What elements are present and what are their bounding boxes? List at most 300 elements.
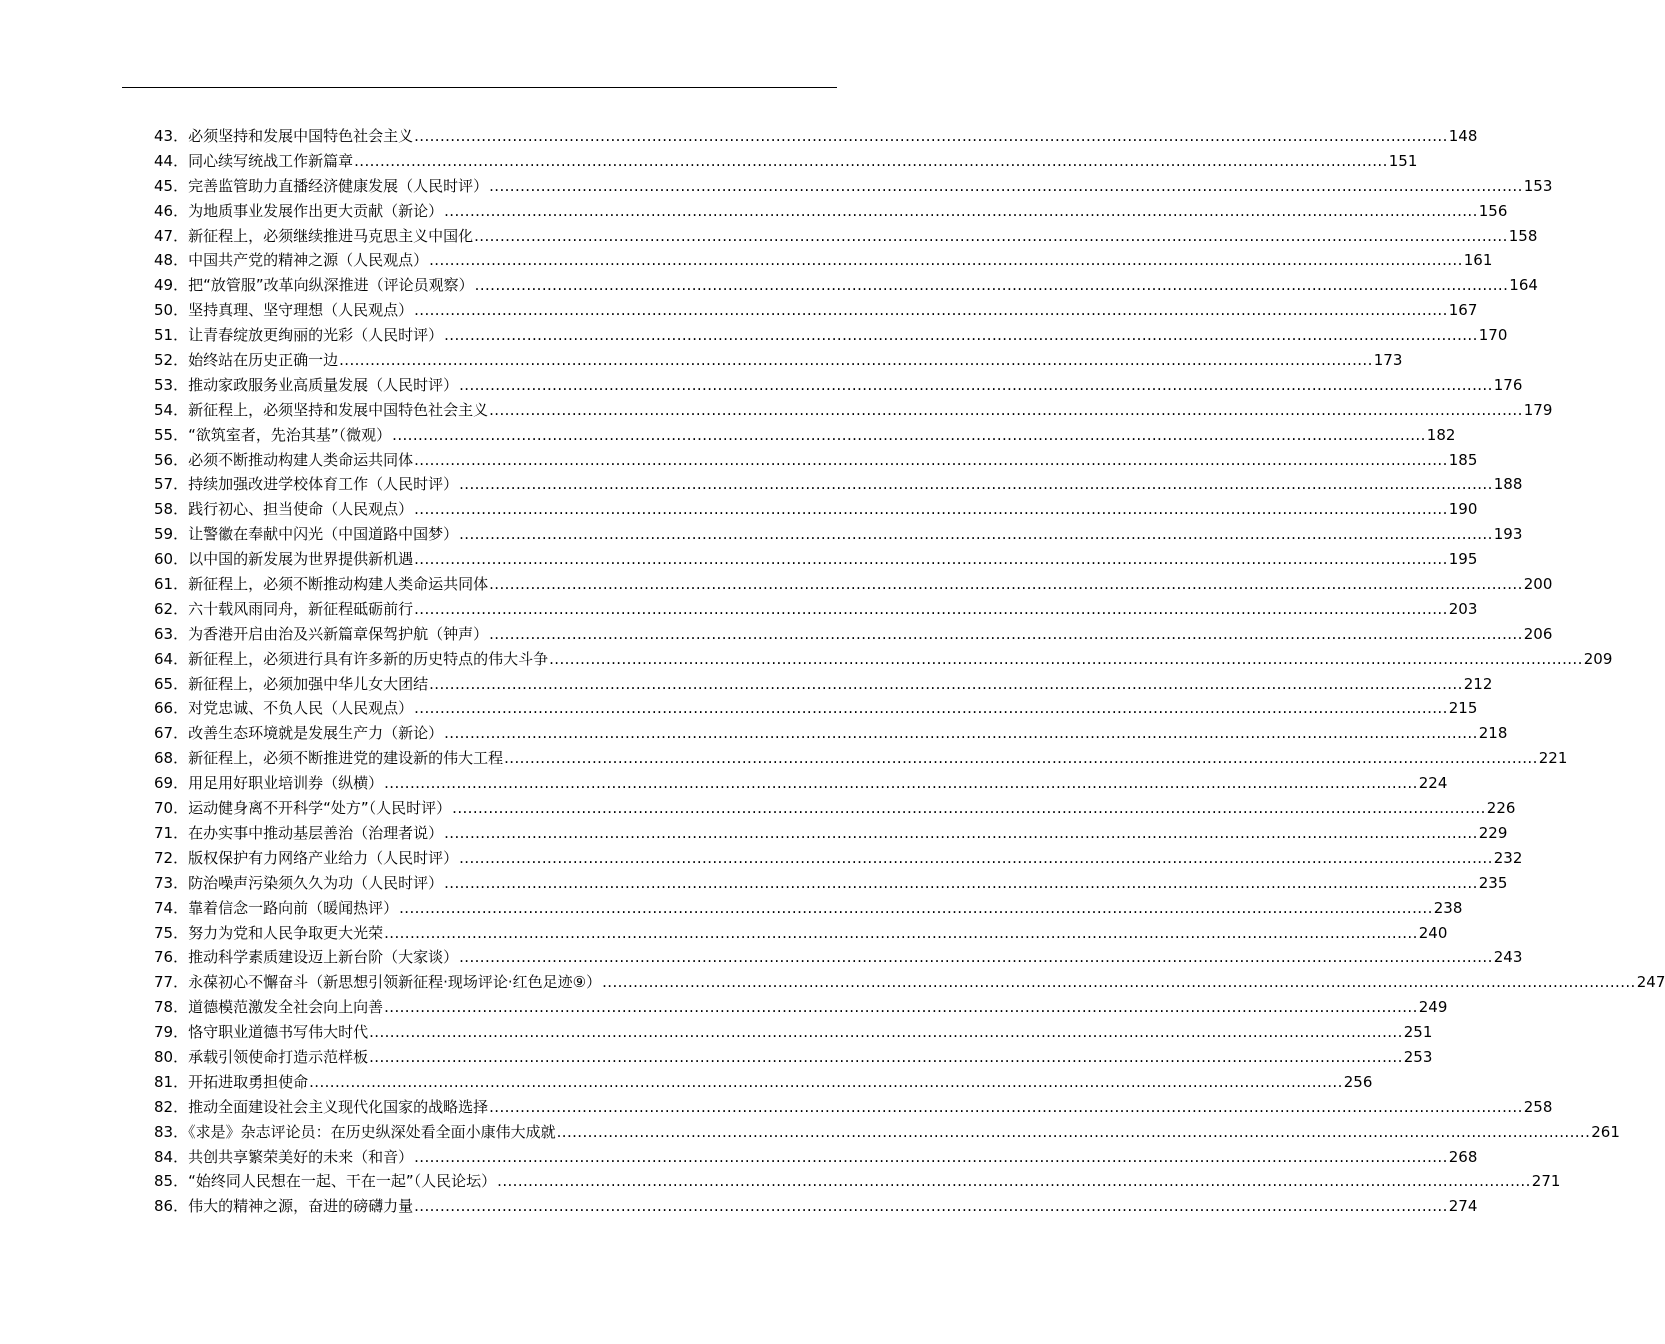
- toc-entry-text: 必须坚持和发展中国特色社会主义: [188, 127, 414, 145]
- toc-dot-leader: [459, 945, 1493, 970]
- toc-entry-title: [154, 1145, 413, 1170]
- toc-dot-leader: [414, 448, 1448, 473]
- toc-entry-number: 44: [154, 151, 174, 170]
- toc-entry[interactable]: [154, 1045, 1433, 1070]
- toc-entry[interactable]: [154, 1095, 1553, 1120]
- toc-entry-separator: ．: [173, 624, 189, 643]
- toc-page-number: 251: [1403, 1023, 1433, 1042]
- toc-entry-separator: ．: [173, 848, 189, 867]
- toc-entry-number: 61: [154, 575, 174, 594]
- toc-entry-title: [154, 721, 443, 746]
- toc-dot-leader: [497, 1169, 1531, 1194]
- toc-entry-separator: ．: [173, 1147, 189, 1166]
- toc-dot-leader: [444, 323, 1478, 348]
- toc-page-number: 229: [1478, 823, 1508, 842]
- toc-entry-title: [154, 647, 548, 672]
- toc-entry-number: 56: [154, 450, 174, 469]
- toc-entry-text: 以中国的新发展为世界提供新机遇: [188, 550, 414, 569]
- toc-entry-number: 47: [154, 226, 174, 245]
- toc-entry-separator: ．: [173, 799, 189, 818]
- toc-dot-leader: [504, 746, 1538, 771]
- toc-entry-text: “欲筑室者，先治其基”（微观）: [188, 425, 392, 444]
- toc-entry[interactable]: [154, 1120, 1620, 1145]
- toc-dot-leader: [489, 174, 1523, 199]
- toc-entry[interactable]: [154, 273, 1538, 298]
- toc-entry-text: 版权保护有力网络产业给力（人民时评）: [188, 848, 459, 867]
- toc-entry-title: [154, 124, 413, 149]
- toc-entry-text: 新征程上，必须不断推进党的建设新的伟大工程: [188, 749, 504, 768]
- toc-entry-separator: ．: [173, 127, 189, 145]
- toc-entry[interactable]: [154, 348, 1403, 373]
- toc-entry-text: 必须不断推动构建人类命运共同体: [188, 450, 414, 469]
- toc-entry-title: [154, 373, 458, 398]
- toc-dot-leader: [475, 273, 1509, 298]
- toc-dot-leader: [414, 124, 1448, 149]
- toc-page-number: 243: [1493, 948, 1523, 967]
- toc-entry-title: [154, 1120, 556, 1145]
- toc-dot-leader: [602, 970, 1636, 995]
- toc-page-number: 249: [1418, 998, 1448, 1017]
- toc-entry-number: 64: [154, 649, 174, 668]
- toc-entry-number: 71: [154, 823, 174, 842]
- toc-dot-leader: [429, 248, 1463, 273]
- toc-entry-text: 中国共产党的精神之源（人民观点）: [188, 251, 429, 270]
- toc-entry-text: 新征程上，必须不断推动构建人类命运共同体: [188, 575, 489, 594]
- toc-entry-title: [154, 846, 458, 871]
- toc-entry[interactable]: [154, 746, 1568, 771]
- toc-entry-title: [154, 199, 443, 224]
- toc-entry-title: [154, 696, 413, 721]
- toc-page-number: 167: [1448, 301, 1478, 320]
- toc-page-number: 164: [1509, 276, 1538, 295]
- toc-entry-text: 践行初心、担当使命（人民观点）: [188, 500, 414, 519]
- toc-entry-text: 同心续写统战工作新篇章: [188, 151, 354, 170]
- toc-dot-leader: [452, 796, 1486, 821]
- toc-page-number: 151: [1388, 151, 1418, 170]
- toc-entry[interactable]: [154, 970, 1665, 995]
- toc-entry-title: [154, 248, 428, 273]
- toc-entry-separator: ．: [173, 599, 189, 618]
- toc-entry-number: 52: [154, 351, 174, 370]
- toc-entry-title: [154, 273, 474, 298]
- toc-dot-leader: [444, 871, 1478, 896]
- toc-entry-number: 80: [154, 1047, 174, 1066]
- toc-entry-separator: ．: [173, 699, 189, 718]
- toc-entry[interactable]: [154, 796, 1516, 821]
- toc-entry-text: 推动家政服务业高质量发展（人民时评）: [188, 375, 459, 394]
- toc-entry-separator: ．: [173, 201, 189, 220]
- toc-page-number: 209: [1583, 649, 1613, 668]
- toc-dot-leader: [369, 1020, 1403, 1045]
- toc-entry[interactable]: [154, 572, 1553, 597]
- toc-entry[interactable]: [154, 1070, 1373, 1095]
- toc-page-number: 232: [1493, 848, 1523, 867]
- toc-entry-title: [154, 746, 503, 771]
- toc-entry-number: 49: [154, 276, 174, 295]
- toc-entry-number: 63: [154, 624, 174, 643]
- toc-entry-separator: ．: [173, 674, 189, 693]
- toc-entry-number: 74: [154, 898, 174, 917]
- toc-entry-title: [154, 448, 413, 473]
- toc-entry[interactable]: [154, 199, 1508, 224]
- toc-entry[interactable]: [154, 672, 1493, 697]
- toc-page-number: 170: [1478, 326, 1508, 345]
- toc-dot-leader: [489, 572, 1523, 597]
- toc-entry-title: [154, 821, 443, 846]
- toc-dot-leader: [489, 398, 1523, 423]
- toc-page-number: 185: [1448, 450, 1478, 469]
- toc-page-number: 190: [1448, 500, 1478, 519]
- toc-entry-number: 76: [154, 948, 174, 967]
- toc-entry-separator: ．: [173, 1097, 189, 1116]
- toc-entry[interactable]: [154, 174, 1553, 199]
- toc-page-number: 212: [1463, 674, 1493, 693]
- toc-entry-text: 努力为党和人民争取更大光荣: [188, 923, 384, 942]
- toc-entry[interactable]: [154, 423, 1456, 448]
- toc-entry-number: 70: [154, 799, 174, 818]
- toc-entry[interactable]: [154, 597, 1478, 622]
- toc-entry[interactable]: [154, 323, 1508, 348]
- toc-dot-leader: [339, 348, 1373, 373]
- toc-dot-leader: [354, 149, 1388, 174]
- toc-entry-separator: ．: [173, 151, 189, 170]
- toc-entry-title: [154, 796, 451, 821]
- toc-entry-text: 推动全面建设社会主义现代化国家的战略选择: [188, 1097, 489, 1116]
- toc-entry-text: 新征程上，必须坚持和发展中国特色社会主义: [188, 400, 489, 419]
- toc-entry-separator: ．: [173, 1072, 189, 1091]
- toc-entry-number: 54: [154, 400, 174, 419]
- toc-entry-number: 60: [154, 550, 174, 569]
- toc-entry-title: [154, 896, 398, 921]
- toc-dot-leader: [549, 647, 1583, 672]
- toc-dot-leader: [444, 821, 1478, 846]
- header-rule: [122, 87, 837, 88]
- toc-entry-number: 75: [154, 923, 174, 942]
- toc-entry-number: 50: [154, 301, 174, 320]
- toc-page-number: 176: [1493, 375, 1523, 394]
- toc-page-number: 221: [1538, 749, 1568, 768]
- toc-entry-separator: ．: [173, 351, 189, 370]
- toc-entry-number: 57: [154, 475, 174, 494]
- toc-entry-number: 77: [154, 973, 174, 992]
- toc-entry-title: [154, 423, 391, 448]
- toc-entry[interactable]: [154, 721, 1508, 746]
- toc-entry-title: [154, 224, 473, 249]
- toc-page-number: 240: [1418, 923, 1448, 942]
- toc-page-number: 235: [1478, 873, 1508, 892]
- toc-page-number: 158: [1508, 226, 1538, 245]
- toc-dot-leader: [392, 423, 1426, 448]
- toc-page-number: 200: [1523, 575, 1553, 594]
- toc-page-number: 218: [1478, 724, 1508, 743]
- toc-dot-leader: [459, 472, 1493, 497]
- toc-dot-leader: [414, 597, 1448, 622]
- toc-entry[interactable]: [154, 696, 1478, 721]
- toc-dot-leader: [459, 373, 1493, 398]
- toc-dot-leader: [414, 1194, 1448, 1219]
- toc-entry-title: [154, 1169, 496, 1194]
- toc-entry[interactable]: [154, 522, 1523, 547]
- toc-entry-separator: ．: [173, 1047, 189, 1066]
- toc-dot-leader: [309, 1070, 1343, 1095]
- toc-entry-text: 把“放管服”改革向纵深推进（评论员观察）: [188, 276, 474, 295]
- toc-entry-number: 72: [154, 848, 174, 867]
- toc-dot-leader: [489, 622, 1523, 647]
- toc-entry-title: [154, 945, 458, 970]
- toc-entry-text: 开拓进取勇担使命: [188, 1072, 309, 1091]
- toc-entry-number: 55: [154, 425, 174, 444]
- toc-entry-text: 让青春绽放更绚丽的光彩（人民时评）: [188, 326, 444, 345]
- toc-entry-text: 承载引领使命打造示范样板: [188, 1047, 369, 1066]
- toc-entry-number: 43: [154, 127, 174, 145]
- toc-entry-number: 86: [154, 1197, 174, 1216]
- toc-entry-text: 防治噪声污染须久久为功（人民时评）: [188, 873, 444, 892]
- toc-entry-separator: ．: [173, 998, 189, 1017]
- toc-dot-leader: [414, 1145, 1448, 1170]
- toc-entry-title: [154, 323, 443, 348]
- toc-dot-leader: [414, 298, 1448, 323]
- toc-entry-number: 82: [154, 1097, 174, 1116]
- toc-entry-title: [154, 547, 413, 572]
- toc-entry-text: 共创共享繁荣美好的未来（和音）: [188, 1147, 414, 1166]
- toc-entry-title: [154, 398, 488, 423]
- toc-entry[interactable]: [154, 846, 1523, 871]
- toc-entry-text: 运动健身离不开科学“处方”（人民时评）: [188, 799, 452, 818]
- toc-entry[interactable]: [154, 373, 1523, 398]
- toc-entry-title: [154, 871, 443, 896]
- toc-entry-text: 新征程上，必须加强中华儿女大团结: [188, 674, 429, 693]
- toc-entry-number: 66: [154, 699, 174, 718]
- toc-page-number: 256: [1343, 1072, 1373, 1091]
- toc-entry-title: [154, 149, 353, 174]
- toc-entry-text: 让警徽在奉献中闪光（中国道路中国梦）: [188, 525, 459, 544]
- toc-entry-separator: ．: [173, 276, 189, 295]
- toc-entry-separator: ．: [173, 226, 189, 245]
- toc-page-number: 156: [1478, 201, 1508, 220]
- toc-entry-title: [154, 921, 383, 946]
- toc-entry[interactable]: [154, 1169, 1561, 1194]
- toc-entry-title: [154, 995, 383, 1020]
- toc-entry-number: 68: [154, 749, 174, 768]
- toc-entry-title: [154, 1070, 308, 1095]
- toc-entry-number: 73: [154, 873, 174, 892]
- toc-entry-text: 推动科学素质建设迈上新台阶（大家谈）: [188, 948, 459, 967]
- toc-dot-leader: [369, 1045, 1403, 1070]
- toc-entry-number: 51: [154, 326, 174, 345]
- toc-entry-title: [154, 1020, 368, 1045]
- toc-page-number: 153: [1523, 176, 1553, 195]
- toc-entry[interactable]: [154, 647, 1613, 672]
- toc-entry[interactable]: [154, 771, 1448, 796]
- toc-entry-separator: ．: [173, 823, 189, 842]
- toc-entry-number: 48: [154, 251, 174, 270]
- toc-page-number: 206: [1523, 624, 1553, 643]
- toc-entry[interactable]: [154, 871, 1508, 896]
- toc-entry-number: 46: [154, 201, 174, 220]
- toc-dot-leader: [414, 547, 1448, 572]
- toc-page-number: 224: [1418, 774, 1448, 793]
- toc-entry-title: [154, 1095, 488, 1120]
- toc-entry-title: [154, 572, 488, 597]
- toc-entry[interactable]: [154, 921, 1448, 946]
- toc-entry[interactable]: [154, 472, 1523, 497]
- toc-entry-text: 靠着信念一路向前（暖闻热评）: [188, 898, 399, 917]
- toc-entry-text: 《求是》杂志评论员：在历史纵深处看全面小康伟大成就: [188, 1122, 556, 1141]
- toc-entry-text: 坚持真理、坚守理想（人民观点）: [188, 301, 414, 320]
- toc-entry-text: 持续加强改进学校体育工作（人民时评）: [188, 475, 459, 494]
- toc-entry[interactable]: [154, 945, 1523, 970]
- toc-entry[interactable]: [154, 622, 1553, 647]
- toc-page-number: 215: [1448, 699, 1478, 718]
- toc-entry-text: 在办实事中推动基层善治（治理者说）: [188, 823, 444, 842]
- toc-entry-separator: ．: [173, 251, 189, 270]
- toc-entry-number: 85: [154, 1172, 174, 1191]
- toc-entry-number: 62: [154, 599, 174, 618]
- toc-entry-number: 67: [154, 724, 174, 743]
- toc-entry-separator: ．: [173, 400, 189, 419]
- toc-entry[interactable]: [154, 248, 1493, 273]
- toc-entry-number: 79: [154, 1023, 174, 1042]
- toc-entry[interactable]: [154, 448, 1478, 473]
- toc-entry[interactable]: [154, 1194, 1478, 1219]
- toc-dot-leader: [444, 199, 1478, 224]
- toc-entry-separator: ．: [173, 525, 189, 544]
- toc-entry-number: 81: [154, 1072, 174, 1091]
- toc-entry[interactable]: [154, 497, 1478, 522]
- toc-entry-text: 六十载风雨同舟，新征程砥砺前行: [188, 599, 414, 618]
- toc-page-number: 271: [1531, 1172, 1561, 1191]
- toc-entry-title: [154, 348, 338, 373]
- toc-entry[interactable]: [154, 149, 1418, 174]
- toc-entry-text: 新征程上，必须继续推进马克思主义中国化: [188, 226, 474, 245]
- toc-page-number: 179: [1523, 400, 1553, 419]
- toc-entry-separator: ．: [173, 475, 189, 494]
- toc-page-number: 258: [1523, 1097, 1553, 1116]
- toc-entry-title: [154, 497, 413, 522]
- toc-entry-text: 恪守职业道德书写伟大时代: [188, 1023, 369, 1042]
- toc-entry-text: 道德模范激发全社会向上向善: [188, 998, 384, 1017]
- toc-dot-leader: [429, 672, 1463, 697]
- toc-entry-title: [154, 1045, 368, 1070]
- toc-entry-title: [154, 1194, 413, 1219]
- toc-entry[interactable]: [154, 995, 1448, 1020]
- toc-page-number: 238: [1433, 898, 1463, 917]
- toc-entry[interactable]: [154, 896, 1463, 921]
- toc-entry-separator: ．: [173, 301, 189, 320]
- toc-entry-number: 69: [154, 774, 174, 793]
- toc-entry-title: [154, 522, 458, 547]
- toc-entry-separator: ．: [173, 575, 189, 594]
- toc-entry-number: 83: [154, 1122, 174, 1141]
- toc-entry-separator: ．: [173, 176, 189, 195]
- toc-page-number: 274: [1448, 1197, 1478, 1216]
- toc-entry[interactable]: [154, 398, 1553, 423]
- toc-entry-separator: ．: [173, 326, 189, 345]
- table-of-contents: [154, 124, 1665, 1219]
- toc-dot-leader: [444, 721, 1478, 746]
- toc-entry-title: [154, 622, 488, 647]
- toc-entry[interactable]: [154, 1020, 1433, 1045]
- toc-dot-leader: [459, 846, 1493, 871]
- toc-page-number: 226: [1486, 799, 1516, 818]
- toc-entry-text: 为地质事业发展作出更大贡献（新论）: [188, 201, 444, 220]
- toc-entry-text: 新征程上，必须进行具有许多新的历史特点的伟大斗争: [188, 649, 549, 668]
- toc-entry-separator: ．: [173, 948, 189, 967]
- toc-entry-separator: ．: [173, 649, 189, 668]
- toc-dot-leader: [459, 522, 1493, 547]
- toc-entry-number: 58: [154, 500, 174, 519]
- toc-entry-separator: ．: [173, 749, 189, 768]
- toc-entry[interactable]: [154, 224, 1538, 249]
- toc-dot-leader: [414, 497, 1448, 522]
- toc-entry-number: 65: [154, 674, 174, 693]
- toc-entry-number: 53: [154, 375, 174, 394]
- toc-dot-leader: [399, 896, 1433, 921]
- toc-entry-separator: ．: [173, 1023, 189, 1042]
- toc-entry-title: [154, 174, 488, 199]
- toc-entry-title: [154, 672, 428, 697]
- toc-entry-text: “始终同人民想在一起、干在一起”（人民论坛）: [188, 1172, 497, 1191]
- toc-entry-text: 用足用好职业培训券（纵横）: [188, 774, 384, 793]
- toc-entry[interactable]: [154, 821, 1508, 846]
- toc-entry-text: 改善生态环境就是发展生产力（新论）: [188, 724, 444, 743]
- toc-entry-title: [154, 771, 383, 796]
- toc-entry-text: 完善监管助力直播经济健康发展（人民时评）: [188, 176, 489, 195]
- toc-page-number: 193: [1493, 525, 1523, 544]
- toc-entry-separator: ．: [173, 973, 189, 992]
- toc-entry-title: [154, 970, 601, 995]
- toc-page-number: 203: [1448, 599, 1478, 618]
- toc-page-number: 253: [1403, 1047, 1433, 1066]
- toc-entry-separator: ．: [173, 1197, 189, 1216]
- toc-entry-separator: ．: [173, 450, 189, 469]
- toc-entry-separator: ．: [173, 724, 189, 743]
- toc-dot-leader: [414, 696, 1448, 721]
- toc-entry-number: 84: [154, 1147, 174, 1166]
- toc-entry-text: 始终站在历史正确一边: [188, 351, 339, 370]
- toc-page-number: 182: [1426, 425, 1456, 444]
- toc-entry-separator: ．: [173, 375, 189, 394]
- toc-page-number: 188: [1493, 475, 1523, 494]
- toc-entry-separator: ．: [173, 550, 189, 569]
- toc-entry-separator: ．: [173, 898, 189, 917]
- toc-entry[interactable]: [154, 124, 1478, 149]
- toc-dot-leader: [384, 995, 1418, 1020]
- toc-page-number: 247: [1636, 973, 1665, 992]
- toc-entry[interactable]: [154, 298, 1478, 323]
- toc-dot-leader: [384, 771, 1418, 796]
- toc-entry-separator: ．: [173, 425, 189, 444]
- toc-dot-leader: [384, 921, 1418, 946]
- toc-dot-leader: [557, 1120, 1591, 1145]
- toc-page-number: 195: [1448, 550, 1478, 569]
- toc-entry-separator: ．: [173, 1172, 189, 1191]
- toc-entry-number: 78: [154, 998, 174, 1017]
- toc-entry-number: 59: [154, 525, 174, 544]
- toc-entry-title: [154, 472, 458, 497]
- toc-entry-separator: ．: [173, 1122, 189, 1141]
- toc-entry-separator: ．: [173, 873, 189, 892]
- toc-entry-number: 45: [154, 176, 174, 195]
- toc-dot-leader: [474, 224, 1508, 249]
- toc-page-number: 161: [1463, 251, 1493, 270]
- toc-entry-title: [154, 597, 413, 622]
- toc-entry-text: 永葆初心不懈奋斗（新思想引领新征程·现场评论·红色足迹⑨）: [188, 973, 602, 992]
- toc-entry-title: [154, 298, 413, 323]
- toc-entry[interactable]: [154, 1145, 1478, 1170]
- toc-entry[interactable]: [154, 547, 1478, 572]
- toc-page-number: 268: [1448, 1147, 1478, 1166]
